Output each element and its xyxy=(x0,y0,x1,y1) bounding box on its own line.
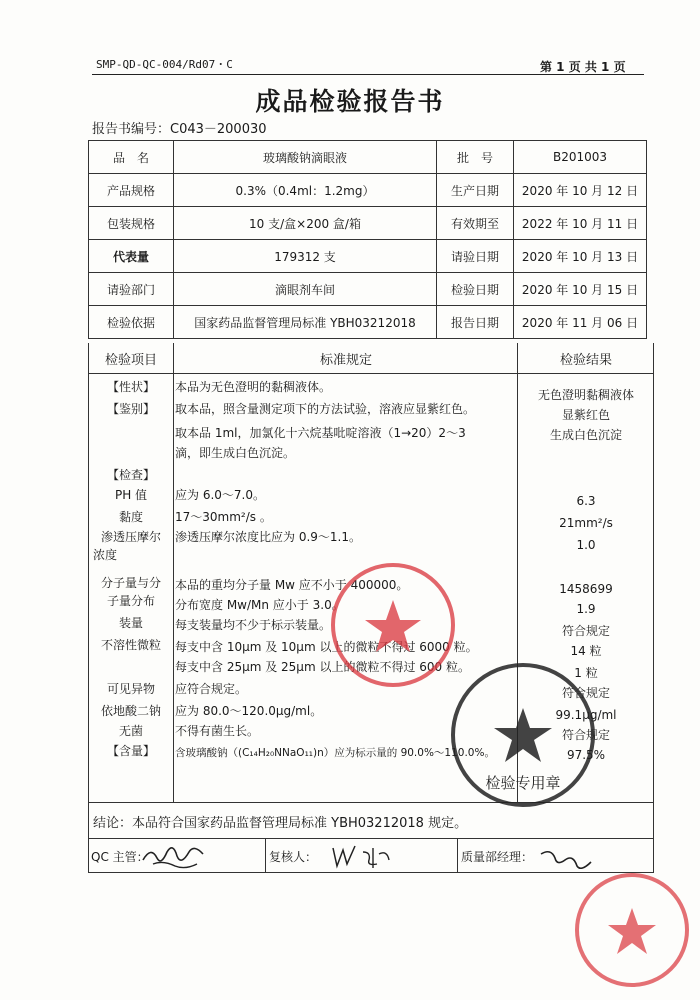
document-code: SMP-QD-QC-004/Rd07・C xyxy=(96,58,233,71)
res-appearance: 无色澄明黏稠液体 xyxy=(537,388,634,402)
res-ph: 6.3 xyxy=(576,494,596,508)
name-value: 玻璃酸钠滴眼液 xyxy=(174,141,437,174)
column-divider xyxy=(265,838,266,872)
res-particles-1: 14 粒 xyxy=(570,644,602,658)
item-osmolality-2: 浓度 xyxy=(93,548,118,562)
mfg-date-label: 生产日期 xyxy=(437,174,514,207)
item-assay: 【含量】 xyxy=(106,744,155,758)
std-osmolality: 渗透压摩尔浓度比应为 0.9～1.1。 xyxy=(175,530,361,544)
reviewer-signature xyxy=(329,842,399,870)
conclusion-text: 结论：本品符合国家药品监督管理局标准 YBH03212018 规定。 xyxy=(93,816,468,831)
header-standard: 标准规定 xyxy=(319,353,372,368)
item-tests: 【检查】 xyxy=(106,468,155,482)
name-label: 品 名 xyxy=(89,141,174,174)
std-fill: 每支装量均不少于标示装量。 xyxy=(175,618,332,632)
request-date-label: 请验日期 xyxy=(437,240,514,273)
inspection-seal xyxy=(448,660,598,810)
res-identification-2: 生成白色沉淀 xyxy=(549,428,622,442)
header-result: 检验结果 xyxy=(559,353,612,368)
basis-label: 检验依据 xyxy=(89,306,174,339)
report-number: 报告书编号：C043－200030 xyxy=(92,122,267,137)
std-identification-3: 滴，即生成白色沉淀。 xyxy=(175,446,296,460)
inspect-date-label: 检验日期 xyxy=(437,273,514,306)
item-ph: PH 值 xyxy=(114,488,148,502)
header-divider xyxy=(92,74,644,75)
info-table xyxy=(88,140,647,339)
std-visible: 应符合规定。 xyxy=(175,682,248,696)
std-identification-2: 取本品 1ml，加氯化十六烷基吡啶溶液（1→20）2～3 xyxy=(175,426,466,440)
item-identification: 【鉴别】 xyxy=(106,402,155,416)
column-divider xyxy=(173,343,174,802)
expiry-value: 2022 年 10 月 11 日 xyxy=(514,207,647,240)
report-date-value: 2020 年 11 月 06 日 xyxy=(514,306,647,339)
page-info: 第 1 页 共 1 页 xyxy=(540,60,626,74)
qc-signature xyxy=(139,842,209,870)
std-assay: 含玻璃酸钠（(C₁₄H₂₀NNaO₁₁)n）应为标示量的 90.0%～110.0%。 xyxy=(175,747,495,759)
qa-signature xyxy=(537,844,597,870)
basis-value: 国家药品监督管理局标准 YBH03212018 xyxy=(174,306,437,339)
spec-label: 产品规格 xyxy=(89,174,174,207)
mfg-date-value: 2020 年 10 月 12 日 xyxy=(514,174,647,207)
rep-qty-value: 179312 支 xyxy=(174,240,437,273)
item-particles: 不溶性微粒 xyxy=(100,638,161,652)
item-visible: 可见异物 xyxy=(106,682,155,696)
res-visible: 符合规定 xyxy=(561,686,610,700)
std-mw-1: 本品的重均分子量 Mw 应不小于 400000。 xyxy=(175,578,409,592)
qa-seal xyxy=(572,870,692,990)
expiry-label: 有效期至 xyxy=(437,207,514,240)
qc-supervisor-label: QC 主管： xyxy=(91,850,149,864)
res-particles-2: 1 粒 xyxy=(574,666,598,680)
res-viscosity: 21mm²/s xyxy=(559,516,613,530)
page-title: 成品检验报告书 xyxy=(255,87,445,116)
dept-value: 滴眼剂车间 xyxy=(174,273,437,306)
res-sterility: 符合规定 xyxy=(561,728,610,742)
dept-label: 请验部门 xyxy=(89,273,174,306)
res-osmolality: 1.0 xyxy=(576,538,596,552)
batch-label: 批 号 xyxy=(437,141,514,174)
std-sterility: 不得有菌生长。 xyxy=(175,724,260,738)
std-identification-1: 取本品，照含量测定项下的方法试验，溶液应显紫红色。 xyxy=(175,402,476,416)
inspect-date-value: 2020 年 10 月 15 日 xyxy=(514,273,647,306)
item-viscosity: 黏度 xyxy=(118,510,143,524)
res-mw-2: 1.9 xyxy=(576,602,596,616)
res-assay: 97.5% xyxy=(566,748,606,762)
rep-qty-label: 代表量 xyxy=(89,240,174,273)
spec-value: 0.3%（0.4ml：1.2mg） xyxy=(174,174,437,207)
item-mw-1: 分子量与分 xyxy=(100,576,161,590)
item-appearance: 【性状】 xyxy=(106,380,155,394)
request-date-value: 2020 年 10 月 13 日 xyxy=(514,240,647,273)
reviewer-label: 复核人： xyxy=(269,850,318,864)
item-osmolality-1: 渗透压摩尔 xyxy=(100,530,161,544)
std-edta: 应为 80.0～120.0μg/ml。 xyxy=(175,704,323,718)
item-mw-2: 子量分布 xyxy=(106,594,155,608)
pack-label: 包装规格 xyxy=(89,207,174,240)
inspection-seal-text: 检验专用章 xyxy=(485,774,561,792)
std-appearance: 本品为无色澄明的黏稠液体。 xyxy=(175,380,332,394)
std-ph: 应为 6.0～7.0。 xyxy=(175,488,265,502)
report-date-label: 报告日期 xyxy=(437,306,514,339)
res-identification-1: 显紫红色 xyxy=(561,408,610,422)
res-mw-1: 1458699 xyxy=(559,582,613,596)
pack-value: 10 支/盒×200 盒/箱 xyxy=(174,207,437,240)
row-divider xyxy=(89,373,653,374)
company-seal xyxy=(328,560,458,690)
res-fill: 符合规定 xyxy=(561,624,610,638)
signature-row xyxy=(88,838,654,873)
std-mw-2: 分布宽度 Mw/Mn 应小于 3.0。 xyxy=(175,598,344,612)
res-edta: 99.1μg/ml xyxy=(555,708,617,722)
std-particles-2: 每支中含 25μm 及 25μm 以上的微粒不得过 600 粒。 xyxy=(175,660,470,674)
qa-manager-label: 质量部经理： xyxy=(461,850,534,864)
std-viscosity: 17～30mm²/s 。 xyxy=(175,510,272,524)
std-particles-1: 每支中含 10μm 及 10μm 以上的微粒不得过 6000 粒。 xyxy=(175,640,478,654)
header-item: 检验项目 xyxy=(104,353,157,368)
item-edta: 依地酸二钠 xyxy=(100,704,161,718)
column-divider xyxy=(457,838,458,872)
item-fill: 装量 xyxy=(118,616,143,630)
batch-value: B201003 xyxy=(514,141,647,174)
item-sterility: 无菌 xyxy=(118,724,143,738)
